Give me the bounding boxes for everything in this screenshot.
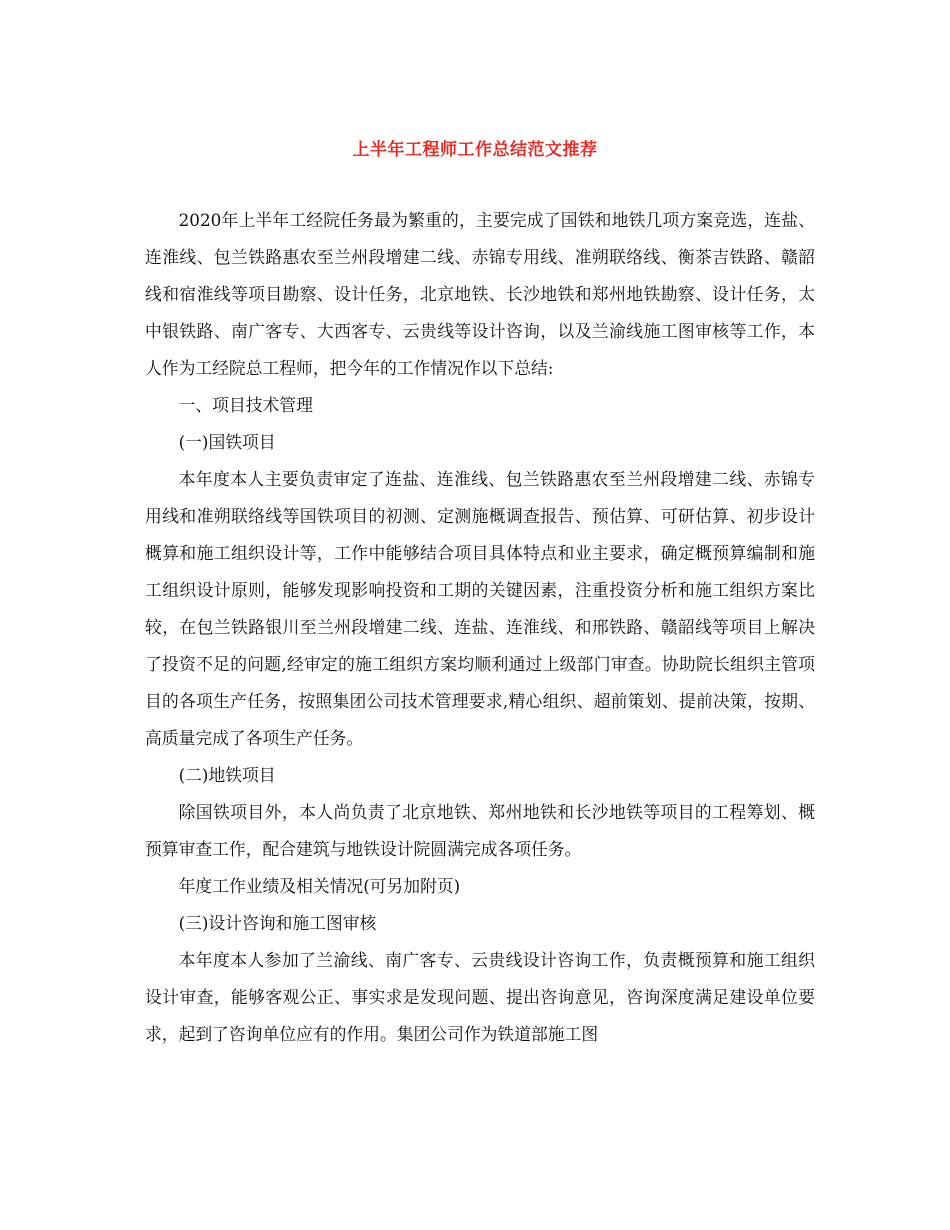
annual-performance-note: 年度工作业绩及相关情况(可另加附页) — [178, 876, 461, 896]
subsection-heading-3: (三)设计咨询和施工图审核 — [178, 913, 377, 933]
subway-paragraph: 除国铁项目外，本人尚负责了北京地铁、郑州地铁和长沙地铁等项目的工程筹划、概预算审查工作，配合建筑与地铁设计院圆满完成各项任务。 — [145, 802, 815, 859]
national-railway-paragraph: 本年度本人主要负责审定了连盐、连淮线、包兰铁路惠农至兰州段增建二线、赤锦专用线和准朔联络线等国铁项目的初测、定测施概调查报告、预估算、可研估算、初步设计概算和施工组织设计等，工作中能够结合项目具体特点和业主要求，确定概预算编制和施工组织设计原则，能够发现影响投资和工期的关键因素，注重投资分析和施工组织方案比较，在包兰铁路银川至兰州段增建二线、连盐、连淮线、和邢铁路、赣韶线等项目上解决了投资不足的问题,经审定的施工组织方案均顺利通过上级部门审查。协助院长组织主管项目的各项生产任务，按照集团公司技术管理要求,精心组织、超前策划、提前决策，按期、高质量完成了各项生产任务。 — [145, 469, 815, 748]
subsection-heading-2: (二)地铁项目 — [178, 765, 276, 785]
intro-paragraph: 2020年上半年工经院任务最为繁重的，主要完成了国铁和地铁几项方案竞选，连盐、连淮线、包兰铁路惠农至兰州段增建二线、赤锦专用线、准朔联络线、衡茶吉铁路、赣韶线和宿淮线等项目勘察、设计任务，北京地铁、长沙地铁和郑州地铁勘察、设计任务，太中银铁路、南广客专、大西客专、云贵线等设计咨询，以及兰渝线施工图审核等工作，本人作为工经院总工程师，把今年的工作情况作以下总结: — [145, 210, 815, 378]
section-heading-1: 一、项目技术管理 — [178, 395, 313, 415]
consulting-paragraph: 本年度本人参加了兰渝线、南广客专、云贵线设计咨询工作，负责概预算和施工组织设计审查，能够客观公正、事实求是发现问题、提出咨询意见，咨询深度满足建设单位要求，起到了咨询单位应有的作用。集团公司作为铁道部施工图 — [145, 950, 815, 1044]
document-title: 上半年工程师工作总结范文推荐 — [352, 140, 598, 160]
document-body — [145, 202, 815, 1053]
subsection-heading-1: (一)国铁项目 — [178, 432, 276, 452]
